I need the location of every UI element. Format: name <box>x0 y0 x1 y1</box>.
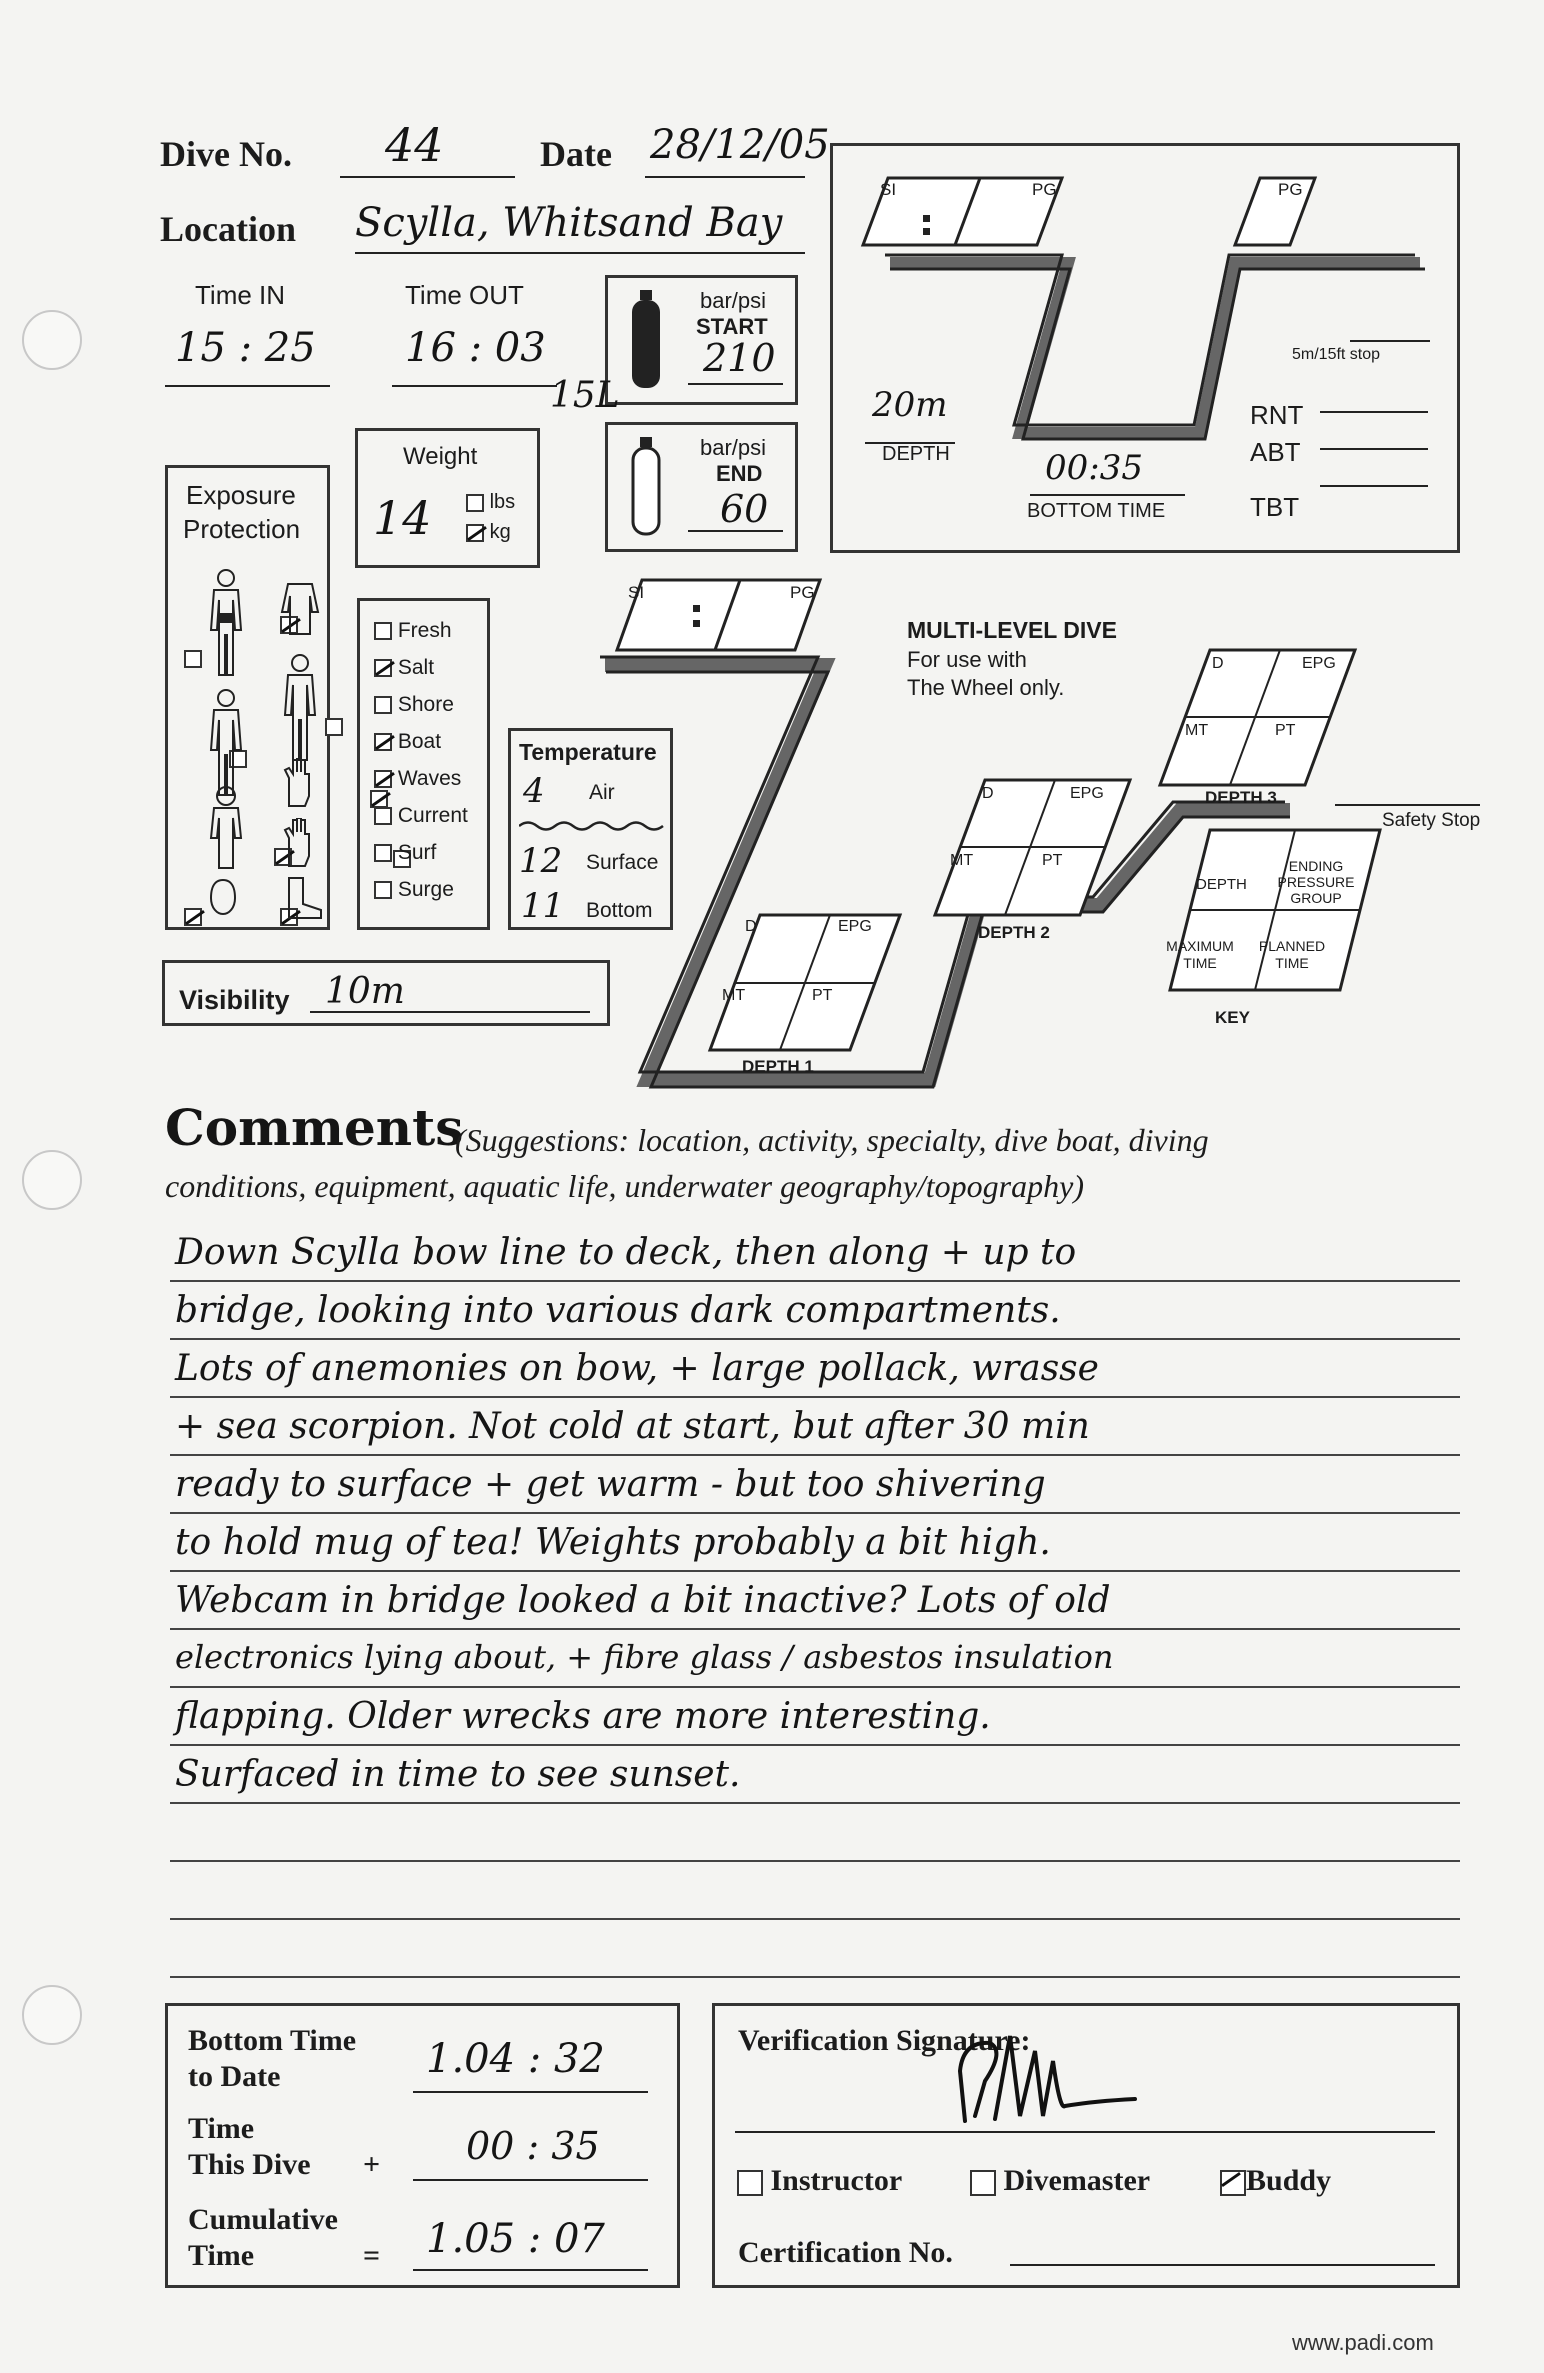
exposure-title-1: Exposure <box>186 480 296 510</box>
comment-line[interactable]: flapping. Older wrecks are more interesting. <box>175 1696 991 1737</box>
comment-rule <box>170 1918 1460 1920</box>
verification-box <box>712 2003 1460 2288</box>
condition-waves[interactable] <box>374 767 461 791</box>
fresh-label: Fresh <box>397 619 452 642</box>
ttd-value[interactable]: 00 : 35 <box>466 2124 600 2168</box>
comment-rule <box>170 1744 1460 1746</box>
shorty-top-icon <box>280 578 320 638</box>
key-mt-label <box>1155 938 1245 972</box>
tank-end-unit: bar/psi <box>700 435 767 460</box>
multilevel-sub1: For use with <box>907 647 1027 672</box>
waves-checkbox[interactable] <box>374 770 392 788</box>
comments-title: Comments <box>165 1098 464 1157</box>
shore-checkbox[interactable] <box>374 696 392 714</box>
date-line <box>645 176 805 178</box>
hood-icon <box>208 878 238 918</box>
btd-label-2: to Date <box>188 2060 281 2093</box>
binder-hole-middle <box>22 1150 82 1210</box>
profile-pg2-label: PG <box>1278 180 1303 199</box>
comment-line[interactable]: Webcam in bridge looked a bit inactive? Lots of old <box>175 1580 1111 1621</box>
ttd-label-1: Time <box>188 2112 255 2145</box>
ttd-line <box>413 2179 648 2181</box>
binder-hole-bottom <box>22 1985 82 2045</box>
waves-label: Waves <box>397 767 462 790</box>
dive-no-label: Dive No. <box>160 134 292 174</box>
comment-rule <box>170 1860 1460 1862</box>
condition-fresh[interactable] <box>374 619 452 643</box>
visibility-box <box>162 960 610 1026</box>
boat-checkbox[interactable] <box>374 733 392 751</box>
certification-line <box>1010 2264 1435 2266</box>
buddy-option[interactable] <box>1220 2164 1331 2198</box>
comment-line[interactable]: + sea scorpion. Not cold at start, but after 30 min <box>175 1406 1090 1447</box>
key-pt-label <box>1252 938 1332 972</box>
instructor-option[interactable] <box>737 2164 902 2198</box>
depth1-label: DEPTH 1 <box>742 1057 814 1076</box>
key-mt-line1: MAXIMUM <box>1166 938 1234 954</box>
binder-hole-top <box>22 310 82 370</box>
weight-kg-label: kg <box>489 521 511 543</box>
tank-start-line <box>688 383 783 385</box>
boat-label: Boat <box>397 730 442 753</box>
dive-no-value[interactable]: 44 <box>385 118 444 172</box>
depth3-label: DEPTH 3 <box>1205 788 1277 807</box>
depth3-d-label: D <box>1212 655 1224 672</box>
comment-rule <box>170 1396 1460 1398</box>
location-line <box>355 252 805 254</box>
key-epg-line2: PRESSURE <box>1277 874 1355 890</box>
depth3-epg-label: EPG <box>1302 655 1336 672</box>
signature-label: Verification Signature: <box>738 2024 1031 2057</box>
comment-rule <box>170 1570 1460 1572</box>
depth3-pt-label: PT <box>1275 722 1296 739</box>
exposure-swimsuit-checkbox[interactable] <box>184 650 202 668</box>
comment-rule <box>170 1512 1460 1514</box>
depth1-d-label: D <box>745 918 757 935</box>
cum-line <box>413 2269 648 2271</box>
date-label: Date <box>540 134 612 174</box>
salt-label: Salt <box>397 656 435 679</box>
divemaster-label: Divemaster <box>1003 2164 1151 2197</box>
totals-box <box>165 2003 680 2288</box>
multilevel-si-label: SI <box>628 583 645 602</box>
surge-checkbox[interactable] <box>374 881 392 899</box>
comment-line[interactable]: Lots of anemonies on bow, + large pollack, wrasse <box>175 1348 1099 1389</box>
divemaster-checkbox[interactable] <box>970 2170 996 2196</box>
visibility-line <box>310 1011 590 1013</box>
safety-stop-label: Safety Stop <box>1382 810 1481 831</box>
current-checkbox[interactable] <box>374 807 392 825</box>
multilevel-title: MULTI-LEVEL DIVE <box>907 617 1117 643</box>
tank-empty-icon <box>626 437 666 537</box>
tank-end-label: END <box>716 461 763 486</box>
time-out-line <box>392 385 557 387</box>
hooded-suit-icon <box>206 786 246 871</box>
cum-label-2: Time <box>188 2239 255 2272</box>
profile-rnt-label: RNT <box>1250 400 1304 430</box>
depth1-epg-label: EPG <box>838 918 872 935</box>
profile-bottom-time-value[interactable]: 00:35 <box>1045 448 1143 488</box>
glove-icon <box>283 758 319 808</box>
key-depth-label: DEPTH <box>1196 876 1247 893</box>
current-label: Current <box>397 804 468 827</box>
conditions-box <box>357 598 490 930</box>
ttd-label-2: This Dive <box>188 2148 311 2181</box>
comment-line[interactable]: ready to surface + get warm - but too shivering <box>175 1464 1046 1505</box>
tank-start-box <box>605 275 798 405</box>
tank-start-unit: bar/psi <box>700 288 767 313</box>
btd-line <box>413 2091 648 2093</box>
comment-rule <box>170 1338 1460 1340</box>
buddy-label: Buddy <box>1246 2164 1332 2197</box>
condition-boat[interactable] <box>374 730 441 754</box>
weight-kg-option[interactable] <box>466 521 511 544</box>
surge-label: Surge <box>397 878 454 901</box>
profile-stop-label: 5m/15ft stop <box>1292 346 1381 363</box>
key-pt-line2: TIME <box>1275 955 1309 971</box>
comments-suggestion-2: conditions, equipment, aquatic life, underwater geography/topography) <box>165 1168 1084 1204</box>
depth3-mt-label: MT <box>1185 722 1209 739</box>
profile-tbt-label: TBT <box>1250 492 1300 522</box>
weight-box <box>355 428 540 568</box>
tank-end-line <box>688 530 783 532</box>
tank-end-value[interactable]: 60 <box>720 487 769 531</box>
air-temp-label: Air <box>589 781 615 804</box>
comment-rule <box>170 1280 1460 1282</box>
surface-temp-label: Surface <box>586 851 659 874</box>
salt-checkbox[interactable] <box>374 659 392 677</box>
comment-rule <box>170 1802 1460 1804</box>
key-pt-line1: PLANNED <box>1258 938 1326 954</box>
btd-label-1: Bottom Time <box>188 2024 357 2057</box>
comment-line[interactable]: Down Scylla bow line to deck, then along + up to <box>175 1232 1077 1273</box>
tank-start-value[interactable]: 210 <box>703 336 776 380</box>
instructor-checkbox[interactable] <box>737 2170 763 2196</box>
key-epg-line1: ENDING <box>1288 858 1344 874</box>
comment-line[interactable]: Surfaced in time to see sunset. <box>175 1754 741 1795</box>
comment-line[interactable]: to hold mug of tea! Weights probably a bit high. <box>175 1522 1051 1563</box>
exposure-box <box>165 465 330 930</box>
tank-size-note[interactable]: 15L <box>550 375 620 416</box>
comment-line[interactable]: bridge, looking into various dark compartments. <box>175 1290 1061 1331</box>
surface-temp-value[interactable]: 12 <box>519 841 563 881</box>
comment-rule <box>170 1976 1460 1978</box>
tank-end-box <box>605 422 798 552</box>
time-in-value[interactable]: 15 : 25 <box>175 325 316 371</box>
profile-bottom-time-label: BOTTOM TIME <box>1027 500 1166 522</box>
btd-value[interactable]: 1.04 : 32 <box>426 2036 605 2082</box>
weight-label: Weight <box>403 443 478 470</box>
certification-label: Certification No. <box>738 2236 953 2269</box>
footer-url: www.padi.com <box>1292 2330 1434 2355</box>
condition-current[interactable] <box>374 804 468 828</box>
depth2-pt-label: PT <box>1042 852 1063 869</box>
tank-full-icon <box>626 290 666 390</box>
weight-lbs-checkbox[interactable] <box>466 494 484 512</box>
date-value[interactable]: 28/12/05 <box>650 122 830 168</box>
equals-sign: = <box>363 2239 381 2272</box>
exposure-drysuit-checkbox[interactable] <box>325 718 343 736</box>
surf-checkbox[interactable] <box>374 844 392 862</box>
dive-no-line <box>340 176 515 178</box>
boot-icon <box>283 876 325 920</box>
depth1-mt-label: MT <box>722 987 746 1004</box>
weight-lbs-option[interactable] <box>466 491 515 514</box>
comment-rule <box>170 1628 1460 1630</box>
signature-image <box>935 2021 1175 2131</box>
multilevel-sub2: The Wheel only. <box>907 675 1065 700</box>
exposure-hood-checkbox[interactable] <box>184 908 202 926</box>
depth1-pt-label: PT <box>812 987 833 1004</box>
visibility-value[interactable]: 10m <box>325 971 405 1012</box>
key-mt-line2: TIME <box>1183 955 1217 971</box>
temperature-title: Temperature <box>519 739 657 765</box>
depth2-epg-label: EPG <box>1070 785 1104 802</box>
condition-salt[interactable] <box>374 656 434 680</box>
bottom-temp-value[interactable]: 11 <box>521 886 565 926</box>
cum-value[interactable]: 1.05 : 07 <box>426 2216 605 2262</box>
depth2-label: DEPTH 2 <box>978 923 1050 942</box>
weight-kg-checkbox[interactable] <box>466 524 484 542</box>
cum-label-1: Cumulative <box>188 2203 338 2236</box>
profile-abt-label: ABT <box>1250 437 1301 467</box>
buddy-checkbox[interactable] <box>1220 2170 1246 2196</box>
condition-surge[interactable] <box>374 878 454 902</box>
key-epg-label <box>1276 858 1356 906</box>
profile-depth-label: DEPTH <box>882 443 950 465</box>
visibility-label: Visibility <box>179 985 290 1015</box>
key-label: KEY <box>1215 1008 1250 1027</box>
comment-rule <box>170 1454 1460 1456</box>
key-epg-line3: GROUP <box>1290 890 1342 906</box>
condition-surf[interactable] <box>374 841 436 865</box>
profile-si-label: SI <box>880 180 897 199</box>
air-temp-value[interactable]: 4 <box>523 771 545 811</box>
depth2-mt-label: MT <box>950 852 974 869</box>
instructor-label: Instructor <box>770 2164 903 2197</box>
comments-suggestion-1: (Suggestions: location, activity, specialty, dive boat, diving <box>455 1122 1209 1158</box>
depth2-d-label: D <box>982 785 994 802</box>
time-out-value[interactable]: 16 : 03 <box>405 325 546 371</box>
time-out-label: Time OUT <box>405 280 524 310</box>
weight-lbs-label: lbs <box>489 491 516 513</box>
mitt-icon <box>283 818 319 868</box>
location-label: Location <box>160 209 297 249</box>
signature-line <box>735 2131 1435 2133</box>
multilevel-diagram <box>600 575 1540 1095</box>
profile-pg2-box <box>1235 178 1315 245</box>
bottom-temp-label: Bottom <box>586 899 653 922</box>
plus-sign: + <box>363 2148 381 2181</box>
profile-depth-value[interactable]: 20m <box>872 385 948 425</box>
multilevel-pg-label: PG <box>790 583 815 602</box>
time-in-line <box>165 385 330 387</box>
weight-value[interactable]: 14 <box>373 491 432 545</box>
divemaster-option[interactable] <box>970 2164 1150 2198</box>
condition-shore[interactable] <box>374 693 454 717</box>
wetsuit-icon <box>206 688 246 798</box>
shore-label: Shore <box>397 693 454 716</box>
exposure-title-2: Protection <box>183 514 301 544</box>
comment-line[interactable]: electronics lying about, + fibre glass / asbestos insulation <box>175 1638 1114 1676</box>
tank-start-label: START <box>696 314 768 339</box>
fresh-checkbox[interactable] <box>374 622 392 640</box>
profile-pg-label: PG <box>1032 180 1057 199</box>
location-value[interactable]: Scylla, Whitsand Bay <box>355 200 783 246</box>
swimsuit-icon <box>206 568 246 678</box>
comment-rule <box>170 1686 1460 1688</box>
time-in-label: Time IN <box>195 280 286 310</box>
surf-label: Surf <box>397 841 437 864</box>
drysuit-icon <box>280 653 320 763</box>
